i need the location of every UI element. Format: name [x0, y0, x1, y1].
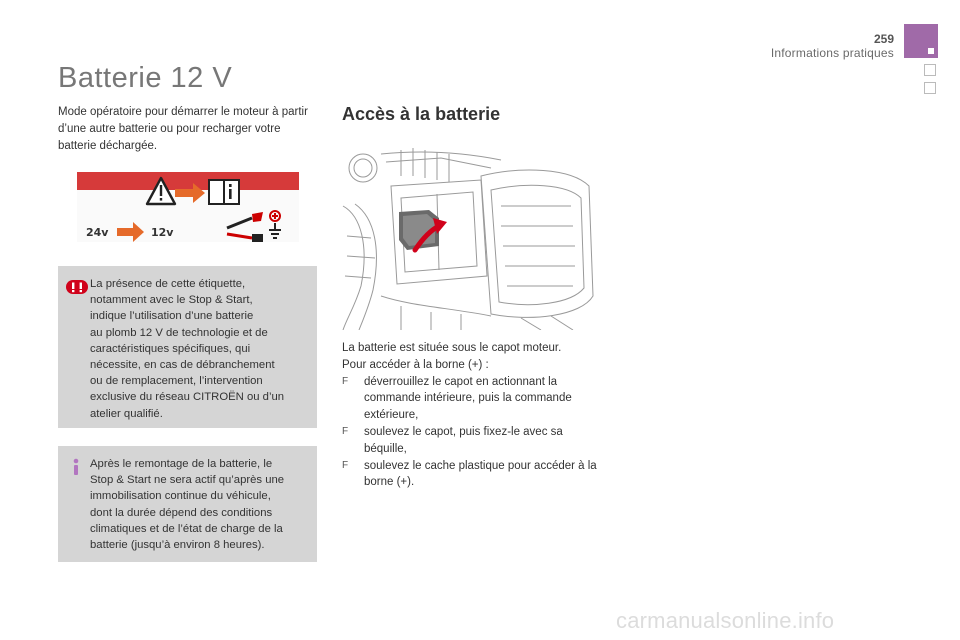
instruction-intro-line: Pour accéder à la borne (+) :: [342, 358, 489, 371]
warning-text-line: nécessite, en cas de débranchement: [90, 359, 275, 372]
instruction-intro-line: La batterie est située sous le capot moteur.: [342, 342, 562, 354]
svg-text:24v: 24v: [86, 226, 109, 239]
info-text-line: dont la durée dépend des conditions: [90, 506, 273, 519]
warning-text-line: exclusive du réseau CITROËN ou d’un: [90, 391, 285, 404]
chapter-indicator-box: [924, 64, 936, 76]
info-text-line: immobilisation continue du véhicule,: [90, 490, 271, 503]
instruction-step-text: déverrouillez le capot en actionnant la commande intérieure, puis la commande extérieure,: [364, 375, 572, 422]
voltage-12v-text: [151, 226, 174, 239]
warning-text-line: notamment avec le Stop & Start,: [90, 294, 253, 307]
bullet-marker: F: [342, 425, 349, 437]
section-label: Informations pratiques: [770, 46, 894, 60]
info-notice-text: [90, 456, 312, 553]
warning-text-line: La présence de cette étiquette,: [90, 278, 246, 290]
page-title: Batterie 12 V: [58, 62, 233, 94]
instruction-step: [342, 458, 604, 492]
engine-bay-illustration: [341, 146, 601, 330]
instruction-step-text: soulevez le cache plastique pour accéder à la borne (+).: [364, 459, 597, 489]
instruction-step: [342, 374, 604, 424]
bullet-marker: F: [342, 375, 349, 387]
svg-text:12v: 12v: [151, 226, 174, 239]
info-icon: [68, 458, 84, 481]
warning-text-line: indique l’utilisation d’une batterie: [90, 310, 254, 323]
warning-notice-panel: [58, 266, 317, 428]
section-heading: Accès à la batterie: [342, 104, 501, 124]
instruction-step-text: soulevez le capot, puis fixez-le avec sa béquille,: [364, 425, 563, 455]
instruction-step: [342, 424, 604, 458]
manual-book-icon: [209, 180, 239, 204]
warning-text-line: ou de remplacement, l’intervention: [90, 375, 263, 388]
info-text-line: Stop & Start ne sera actif qu’après une: [90, 474, 285, 487]
voltage-24v-text: [86, 226, 109, 239]
info-text-line: Après le remontage de la batterie, le: [90, 458, 273, 470]
warning-notice-text: [90, 276, 312, 422]
info-notice-panel: [58, 446, 317, 562]
warning-text-line: caractéristiques spécifiques, qui: [90, 342, 251, 355]
info-text-line: batterie (jusqu’à environ 8 heures).: [90, 539, 265, 552]
bullet-marker: F: [342, 459, 349, 471]
access-instructions: [342, 340, 604, 491]
info-text-line: climatiques et de l’état de charge de la: [90, 522, 283, 535]
chapter-tab-marker: [928, 48, 934, 54]
page-number: 259: [873, 32, 894, 46]
chapter-indicator-box: [924, 82, 936, 94]
warning-text-line: atelier qualifié.: [90, 407, 163, 420]
warning-text-line: au plomb 12 V de technologie et de: [90, 326, 268, 339]
watermark: carmanualsonline.info: [616, 608, 835, 633]
intro-paragraph: Mode opératoire pour démarrer le moteur à partir d’une autre batterie ou pour recharger votre batterie déchargée.: [58, 106, 308, 152]
exclamation-icon: [66, 278, 88, 301]
battery-label-illustration: [77, 172, 299, 242]
